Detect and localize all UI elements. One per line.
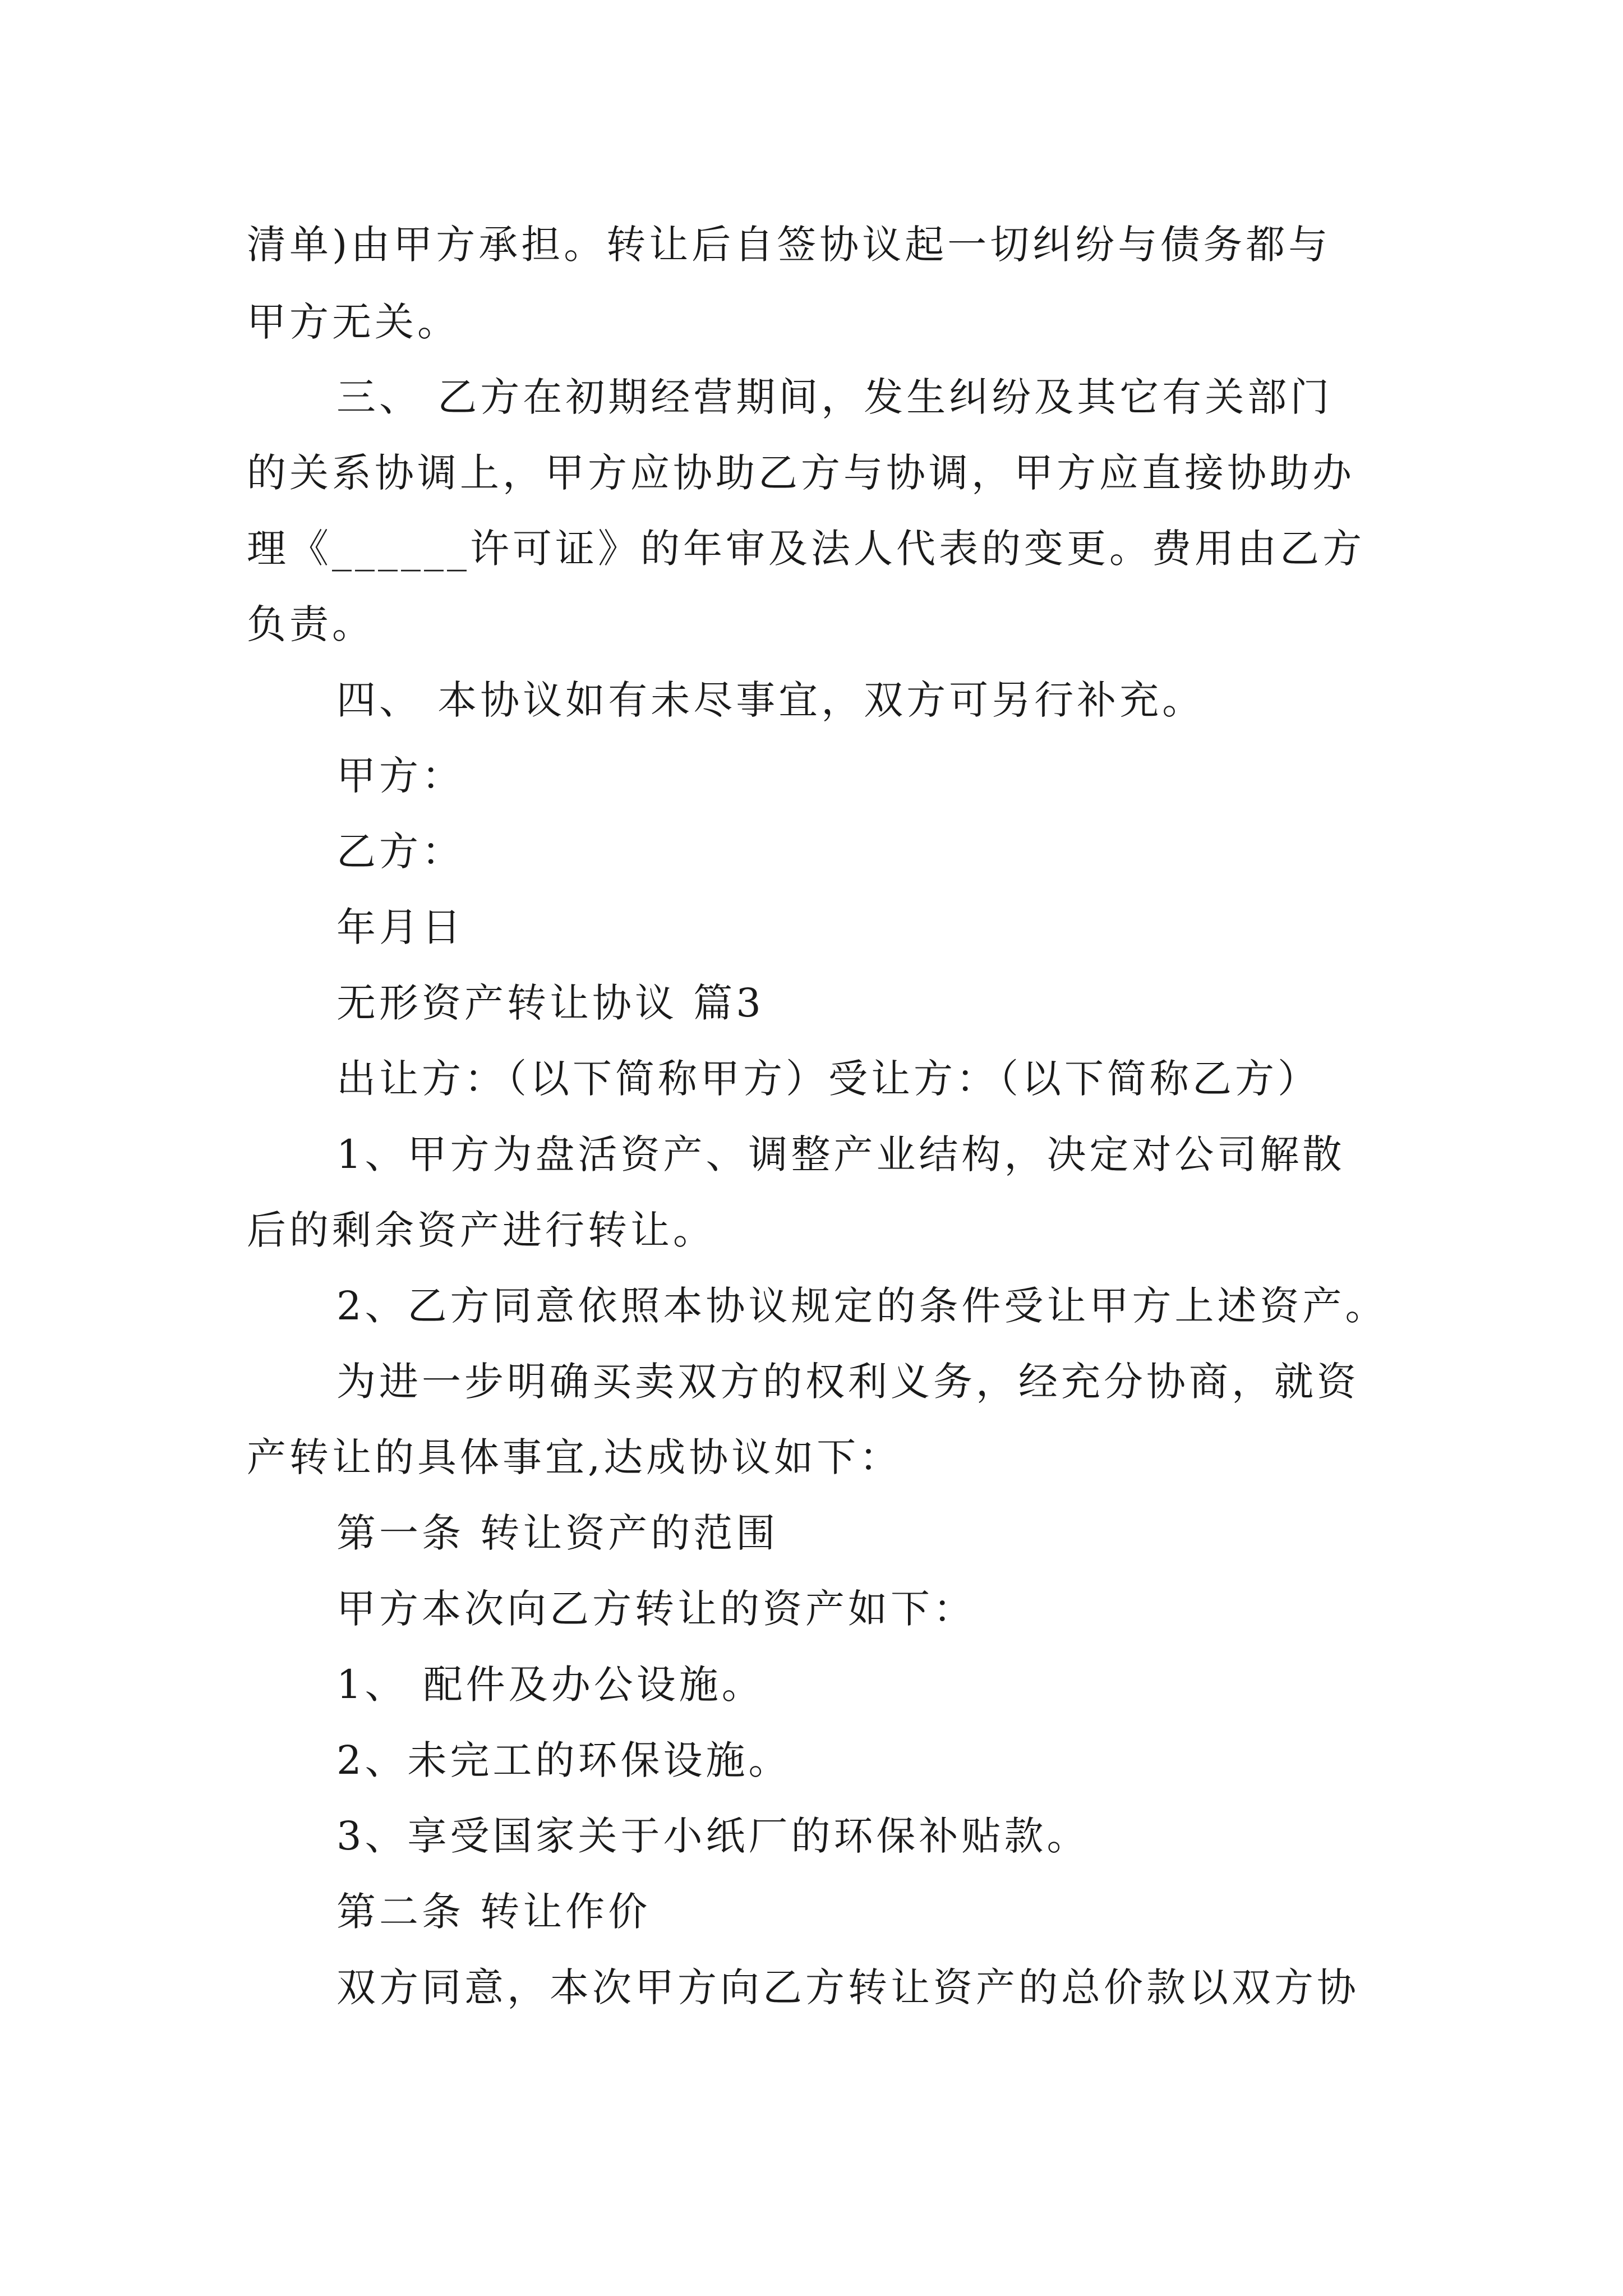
article-heading: 第二条 转让作价 bbox=[336, 1889, 651, 1935]
signature-date: 年月日 bbox=[336, 904, 464, 950]
signature-party-a: 甲方： bbox=[336, 753, 464, 799]
list-item: 2、未完工的环保设施。 bbox=[336, 1737, 791, 1783]
text-line: 产转让的具体事宜,达成协议如下： bbox=[247, 1434, 902, 1480]
text-line: 甲方本次向乙方转让的资产如下： bbox=[336, 1586, 976, 1632]
text-line: 1、甲方为盘活资产、调整产业结构，决定对公司解散 bbox=[336, 1131, 1345, 1177]
signature-party-b: 乙方： bbox=[336, 829, 464, 875]
text-line: 双方同意，本次甲方向乙方转让资产的总价款以双方协 bbox=[336, 1964, 1359, 2010]
text-line: 理《______许可证》的年审及法人代表的变更。费用由乙方 bbox=[247, 526, 1365, 572]
text-line: 负责。 bbox=[247, 601, 375, 647]
section-heading: 无形资产转让协议 篇3 bbox=[336, 980, 764, 1026]
text-line: 的关系协调上，甲方应协助乙方与协调，甲方应直接协助办 bbox=[247, 450, 1355, 496]
text-line: 四、 本协议如有未尽事宜，双方可另行补充。 bbox=[336, 677, 1205, 723]
text-line: 三、 乙方在初期经营期间，发生纠纷及其它有关部门 bbox=[336, 374, 1333, 420]
text-line: 2、乙方同意依照本协议规定的条件受让甲方上述资产。 bbox=[336, 1283, 1388, 1329]
article-heading: 第一条 转让资产的范围 bbox=[336, 1510, 779, 1556]
text-line: 出让方：（以下简称甲方）受让方：（以下简称乙方） bbox=[336, 1056, 1320, 1102]
list-item: 3、享受国家关于小纸厂的环保补贴款。 bbox=[336, 1813, 1090, 1859]
list-item: 1、 配件及办公设施。 bbox=[336, 1662, 764, 1708]
text-line: 甲方无关。 bbox=[247, 299, 460, 345]
text-line: 为进一步明确买卖双方的权利义务，经充分协商，就资 bbox=[336, 1359, 1359, 1405]
text-line: 后的剩余资产进行转让。 bbox=[247, 1207, 716, 1253]
text-line: 清单)由甲方承担。转让后自签协议起一切纠纷与债务都与 bbox=[247, 222, 1331, 268]
